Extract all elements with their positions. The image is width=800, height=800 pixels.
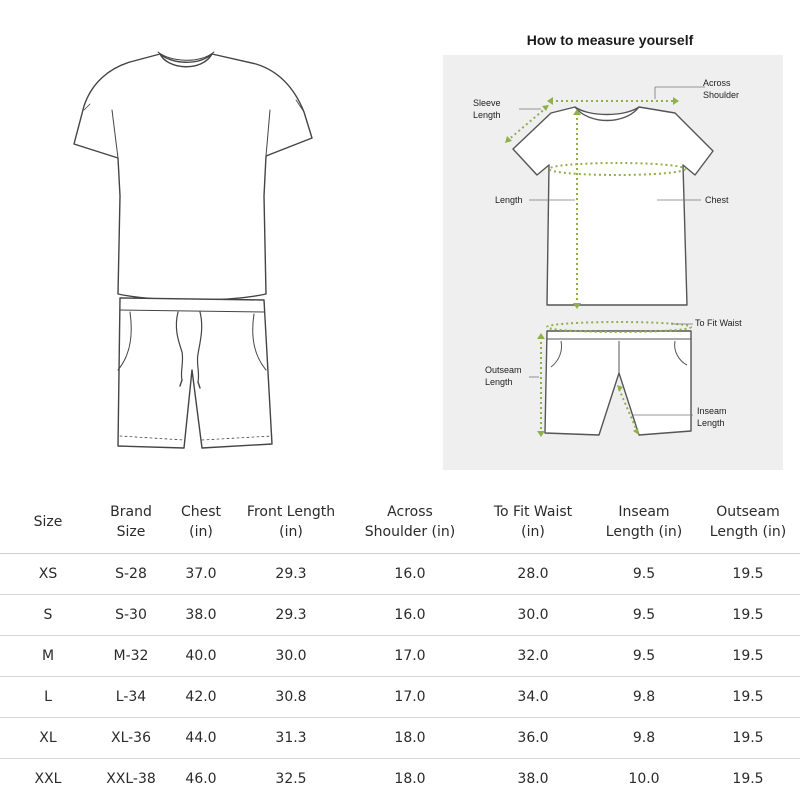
cell-inseam-length: 9.8: [592, 676, 696, 717]
header-inseam-length: Inseam Length (in): [592, 492, 696, 553]
cell-outseam-length: 19.5: [732, 770, 764, 787]
header-brand-size: Brand Size: [96, 492, 166, 553]
label-length: Length: [495, 195, 523, 205]
cell-brand-size: XXL-38: [106, 770, 156, 787]
label-across-shoulder-1: Across: [703, 78, 731, 88]
cell-front-length: 29.3: [236, 594, 346, 635]
cell-to-fit-waist: 32.0: [474, 635, 592, 676]
label-chest: Chest: [705, 195, 729, 205]
cell-size: M: [0, 635, 96, 676]
label-inseam-length-2: Length: [697, 418, 725, 428]
label-sleeve-length-2: Length: [473, 110, 501, 120]
label-outseam-length-2: Length: [485, 377, 513, 387]
cell-chest: 37.0: [166, 553, 236, 594]
cell-front-length: 30.0: [236, 635, 346, 676]
cell-front-length: 29.3: [236, 553, 346, 594]
cell-across-shoulder: 18.0: [394, 770, 426, 787]
cell-size: L: [0, 676, 96, 717]
cell-outseam-length: 19.5: [696, 676, 800, 717]
cell-size: XL: [0, 717, 96, 758]
cell-brand-size: M-32: [96, 635, 166, 676]
cell-outseam-length: 19.5: [696, 594, 800, 635]
cell-chest: 42.0: [166, 676, 236, 717]
cell-to-fit-waist: 28.0: [474, 553, 592, 594]
cell-brand-size: L-34: [96, 676, 166, 717]
measurement-diagram-panel: [443, 55, 783, 470]
cell-across-shoulder: 17.0: [346, 676, 474, 717]
label-to-fit-waist: To Fit Waist: [695, 318, 742, 328]
cell-chest: 46.0: [185, 770, 217, 787]
cell-inseam-length: 10.0: [628, 770, 660, 787]
cell-outseam-length: 19.5: [696, 717, 800, 758]
cell-to-fit-waist: 30.0: [474, 594, 592, 635]
header-size: Size: [0, 492, 96, 553]
label-across-shoulder-2: Shoulder: [703, 90, 740, 100]
cell-inseam-length: 9.5: [592, 594, 696, 635]
header-across-shoulder: Across Shoulder (in): [346, 492, 474, 553]
table-row: [0, 758, 800, 799]
cell-brand-size: S-28: [96, 553, 166, 594]
header-chest: Chest (in): [166, 492, 236, 553]
table-row: [0, 553, 800, 594]
outfit-sketch-illustration: [60, 40, 340, 460]
cell-outseam-length: 19.5: [696, 635, 800, 676]
cell-outseam-length: 19.5: [696, 553, 800, 594]
size-chart-table: [0, 492, 800, 799]
cell-to-fit-waist: 36.0: [474, 717, 592, 758]
cell-chest: 40.0: [166, 635, 236, 676]
diagram-tshirt: [513, 107, 713, 305]
cell-across-shoulder: 16.0: [346, 594, 474, 635]
diagram-shorts: [545, 331, 691, 435]
cell-size: S: [0, 594, 96, 635]
cell-chest: 38.0: [166, 594, 236, 635]
cell-brand-size: XL-36: [96, 717, 166, 758]
table-row: [0, 676, 800, 717]
cell-brand-size: S-30: [96, 594, 166, 635]
label-outseam-length-1: Outseam: [485, 365, 522, 375]
header-to-fit-waist: To Fit Waist (in): [474, 492, 592, 553]
cell-chest: 44.0: [166, 717, 236, 758]
cell-inseam-length: 9.5: [592, 553, 696, 594]
cell-to-fit-waist: 34.0: [474, 676, 592, 717]
measure-guide-title: How to measure yourself: [526, 32, 694, 48]
table-header-row: [0, 492, 800, 553]
label-sleeve-length-1: Sleeve: [473, 98, 501, 108]
cell-front-length: 32.5: [275, 770, 307, 787]
cell-size: XS: [0, 553, 96, 594]
cell-inseam-length: 9.8: [592, 717, 696, 758]
cell-across-shoulder: 17.0: [346, 635, 474, 676]
header-outseam-length: Outseam Length (in): [696, 492, 800, 553]
cell-front-length: 30.8: [236, 676, 346, 717]
table-row: [0, 635, 800, 676]
table-body: [0, 553, 800, 799]
cell-across-shoulder: 18.0: [346, 717, 474, 758]
cell-front-length: 31.3: [236, 717, 346, 758]
table-row: [0, 594, 800, 635]
table-row: [0, 717, 800, 758]
label-inseam-length-1: Inseam: [697, 406, 727, 416]
measurement-diagram: [443, 55, 783, 470]
header-front-length: Front Length (in): [236, 492, 346, 553]
cell-inseam-length: 9.5: [592, 635, 696, 676]
cell-size: XXL: [34, 770, 62, 787]
cell-across-shoulder: 16.0: [346, 553, 474, 594]
cell-to-fit-waist: 38.0: [517, 770, 549, 787]
